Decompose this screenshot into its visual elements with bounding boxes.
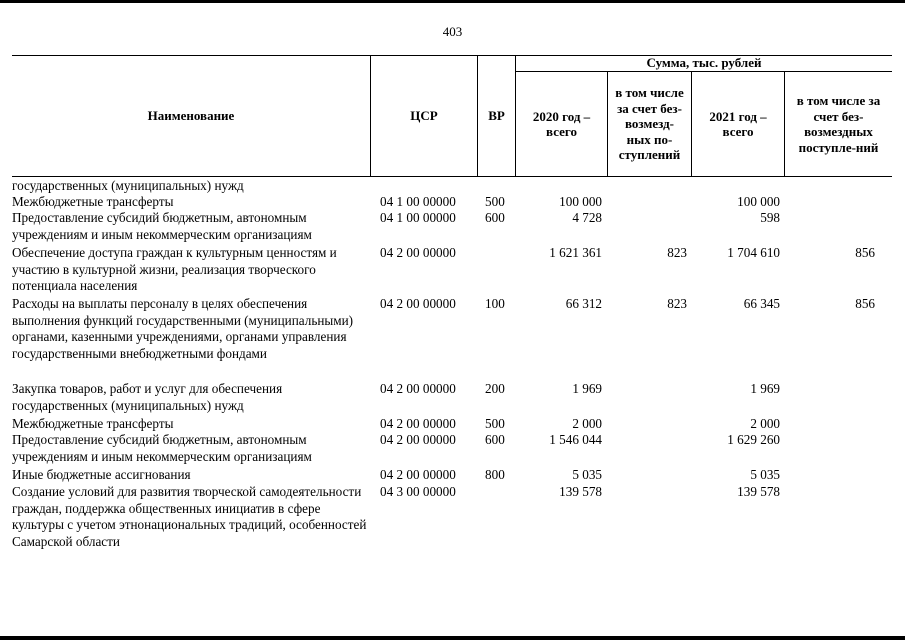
row-2020-total: 139 578 xyxy=(559,484,602,499)
row-2020-total: 4 728 xyxy=(572,210,602,225)
row-name: государственных (муниципальных) нужд xyxy=(12,178,244,193)
bottom-border xyxy=(0,636,905,640)
row-2021-free: 856 xyxy=(855,245,875,260)
row-csr: 04 2 00 00000 xyxy=(380,432,456,447)
row-csr: 04 2 00 00000 xyxy=(380,416,456,431)
row-csr: 04 1 00 00000 xyxy=(380,210,456,225)
row-name: Межбюджетные трансферты xyxy=(12,416,174,431)
header-2020-total: 2020 год – всего xyxy=(532,108,591,139)
header-sum-group: Сумма, тыс. рублей xyxy=(646,55,762,71)
row-name: Межбюджетные трансферты xyxy=(12,194,174,209)
row-2021-total: 139 578 xyxy=(737,484,780,499)
row-2020-total: 5 035 xyxy=(572,467,602,482)
row-2021-total: 1 969 xyxy=(750,381,780,396)
row-vr: 600 xyxy=(485,432,505,447)
row-name: Обеспечение доступа граждан к культурным ценностям и участию в культурной жизни, реализация творческого потенциала населения xyxy=(12,245,337,293)
row-2020-total: 100 000 xyxy=(559,194,602,209)
header-bottom-rule xyxy=(12,176,892,177)
row-vr: 800 xyxy=(485,467,505,482)
top-border xyxy=(0,0,905,3)
header-2021-free: в том числе за счет без-возмездных поступле-ний xyxy=(796,93,881,155)
row-csr: 04 2 00 00000 xyxy=(380,467,456,482)
table-header xyxy=(0,55,905,177)
row-name: Иные бюджетные ассигнования xyxy=(12,467,191,482)
header-2021-total: 2021 год – всего xyxy=(709,108,767,139)
header-vr: ВР xyxy=(488,107,505,123)
row-2021-total: 100 000 xyxy=(737,194,780,209)
row-csr: 04 1 00 00000 xyxy=(380,194,456,209)
row-2020-total: 1 969 xyxy=(572,381,602,396)
row-2021-total: 66 345 xyxy=(743,296,780,311)
row-2020-free: 823 xyxy=(667,296,687,311)
row-2020-free: 823 xyxy=(667,245,687,260)
row-vr: 200 xyxy=(485,381,505,396)
row-name: Закупка товаров, работ и услуг для обеспечения государственных (муниципальных) нужд xyxy=(12,381,283,413)
row-name: Предоставление субсидий бюджетным, автономным учреждениям и иным некоммерческим организациям xyxy=(12,210,312,242)
row-2020-total: 1 546 044 xyxy=(549,432,602,447)
row-csr: 04 2 00 00000 xyxy=(380,296,456,311)
row-2021-total: 5 035 xyxy=(750,467,780,482)
row-vr: 500 xyxy=(485,416,505,431)
row-2021-total: 1 629 260 xyxy=(727,432,780,447)
row-2020-total: 66 312 xyxy=(565,296,602,311)
row-2020-total: 2 000 xyxy=(572,416,602,431)
header-name: Наименование xyxy=(147,107,235,123)
row-vr: 100 xyxy=(485,296,505,311)
row-name: Расходы на выплаты персоналу в целях обеспечения выполнения функций государственными (муниципальными) органами, казенными учреждениями, органами управления государственными внебюджетными фондами xyxy=(12,296,354,361)
row-2021-free: 856 xyxy=(855,296,875,311)
row-2021-total: 598 xyxy=(760,210,780,225)
header-csr: ЦСР xyxy=(410,107,438,123)
row-csr: 04 2 00 00000 xyxy=(380,381,456,396)
row-2021-total: 1 704 610 xyxy=(727,245,780,260)
row-2021-total: 2 000 xyxy=(750,416,780,431)
row-name: Предоставление субсидий бюджетным, автономным учреждениям и иным некоммерческим организациям xyxy=(12,432,312,464)
row-name: Создание условий для развития творческой самодеятельности граждан, поддержка общественных инициатив в сфере культуры с учетом этнонациональных традиций, особенностей Самарской области xyxy=(12,484,367,549)
page-number: 403 xyxy=(442,24,463,39)
row-csr: 04 3 00 00000 xyxy=(380,484,456,499)
row-vr: 500 xyxy=(485,194,505,209)
row-vr: 600 xyxy=(485,210,505,225)
header-2020-free: в том числе за счет без-возмезд-ных по-ступлений xyxy=(615,85,684,163)
row-2020-total: 1 621 361 xyxy=(549,245,602,260)
row-csr: 04 2 00 00000 xyxy=(380,245,456,260)
